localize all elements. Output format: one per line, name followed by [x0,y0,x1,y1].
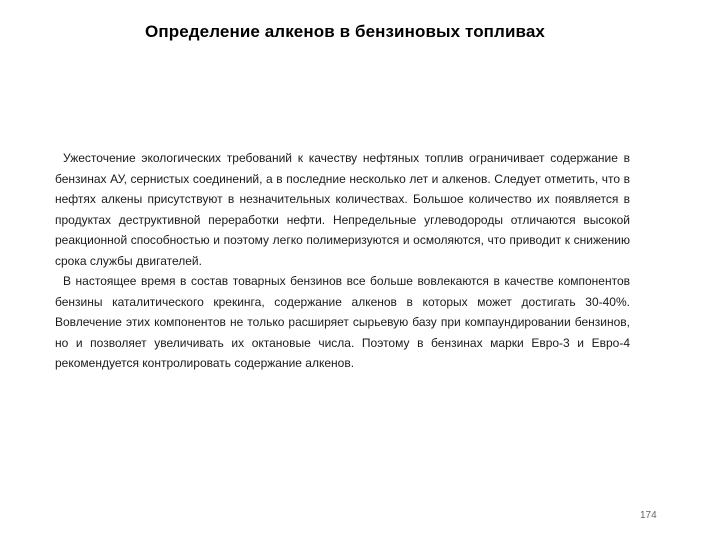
slide-title: Определение алкенов в бензиновых топливах [145,22,545,41]
slide-body [55,148,630,374]
page-number: 174 [640,510,657,521]
paragraph-2: В настоящее время в состав товарных бензинов все больше вовлекаются в качестве компонентов бензины каталитического крекинга, содержание алкенов в которых может достигать 30-40%. Вовлечение этих компонентов не только расширяет сырьевую базу при компаундировании бензинов, но и позволяет увеличивать их октановые числа. Поэтому в бензинах марки Евро-3 и Евро-4 рекомендуется контролировать содержание алкенов. [55,274,630,370]
paragraph-1: Ужесточение экологических требований к качеству нефтяных топлив ограничивает содержание в бензинах АУ, сернистых соединений, а в последние несколько лет и алкенов. Следует отметить, что в нефтях алкены присутствуют в незначительных количествах. Большое количество их появляется в продуктах деструктивной переработки нефти. Непредельные углеводороды отличаются высокой реакционной способностью и поэтому легко полимеризуются и осмоляются, что приводит к снижению срока службы двигателей. [55,151,630,268]
